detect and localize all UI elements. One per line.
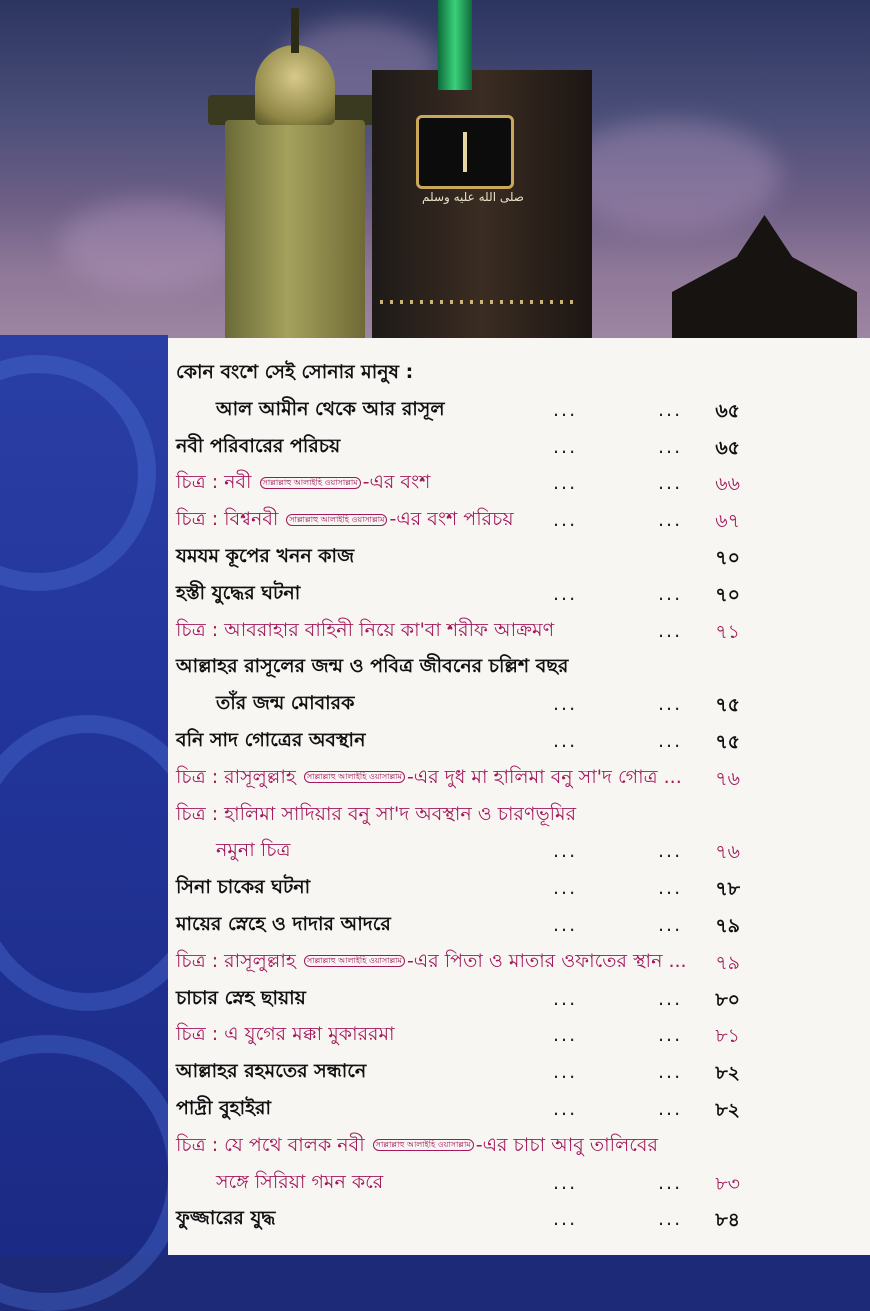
toc-title-text: আল আমীন থেকে আর রাসূল [216, 397, 445, 420]
pbuh-calligraphy-icon: সাল্লাল্লাহু আলাইহি ওয়াসাল্লাম [304, 955, 405, 967]
toc-title-suffix: -এর চাচা আবু তালিবের [475, 1133, 658, 1156]
page-number: ৭৬ [715, 767, 740, 790]
leader-dots: ... [658, 877, 683, 900]
header-photo [0, 0, 870, 340]
leader-dots: ... [658, 730, 683, 752]
leader-dots: ... [658, 582, 683, 605]
page-number: ৮০ [715, 988, 740, 1011]
pbuh-calligraphy-icon: সাল্লাল্লাহু আলাইহি ওয়াসাল্লাম [260, 477, 361, 489]
page-number: ৬৫ [715, 436, 740, 459]
toc-row [168, 683, 870, 719]
leader-dots: ... [553, 582, 578, 605]
toc-title-text: সঙ্গে সিরিয়া গমন করে [216, 1170, 384, 1193]
toc-title [216, 1168, 383, 1200]
leader-dots: ... [658, 509, 683, 532]
toc-title-text: হস্তী যুদ্ধের ঘটনা [176, 581, 301, 604]
toc-title-text: চিত্র : হালিমা সাদিয়ার বনু সা'দ অবস্থান ও চারণভূমির [176, 802, 577, 825]
toc-row [168, 720, 870, 756]
page-number: ৭১ [715, 620, 740, 643]
leader-dots: ... [553, 1208, 578, 1231]
toc-title [176, 1204, 275, 1236]
toc-title [176, 579, 300, 611]
pagoda-roof [672, 215, 857, 340]
toc-title-text: চিত্র : এ যুগের মক্কা মুকাররমা [176, 1023, 395, 1046]
leader-dots: ... [553, 1171, 578, 1194]
toc-row [168, 462, 870, 498]
leader-dots: ... [553, 472, 578, 495]
toc-row [168, 610, 870, 646]
toc-row [168, 536, 870, 572]
toc-row [168, 1162, 870, 1198]
toc-title-text: আল্লাহর রহমতের সন্ধানে [176, 1060, 367, 1083]
toc-row [168, 941, 870, 977]
leader-dots: ... [553, 398, 578, 421]
toc-title-text: সিনা চাকের ঘটনা [176, 876, 311, 899]
toc-title [176, 432, 340, 464]
decorative-strip [0, 335, 168, 1255]
page-number: ৮২ [715, 1099, 740, 1121]
page-number: ৭০ [715, 547, 740, 569]
leader-dots: ... [553, 1024, 578, 1047]
page-number: ৭৬ [715, 841, 740, 864]
toc-title-prefix: চিত্র : বিশ্বনবী [176, 508, 285, 531]
toc-row [168, 1125, 870, 1161]
toc-row [168, 352, 870, 388]
page-number: ৬৬ [715, 473, 740, 496]
toc-title [176, 1057, 366, 1089]
toc-row [168, 867, 870, 903]
minaret-spire [291, 8, 299, 53]
toc-title [176, 505, 514, 537]
toc-title-text: তাঁর জন্ম মোবারক [216, 692, 355, 715]
tower-spire [438, 0, 472, 90]
toc-title-text: বনি সাদ গোত্রের অবস্থান [176, 729, 366, 751]
toc-title [176, 763, 682, 795]
leader-dots: ... [553, 877, 578, 900]
leader-dots: ... [658, 619, 683, 642]
page-number: ৮৩ [715, 1172, 740, 1195]
toc-title-text: চাচার স্নেহ ছায়ায় [176, 986, 306, 1009]
leader-dots: ... [658, 1208, 683, 1231]
leader-dots: ... [658, 398, 683, 421]
toc-row [168, 1014, 870, 1050]
toc-title-text: ফুজ্জারের যুদ্ধ [176, 1207, 276, 1230]
leader-dots: ... [658, 1098, 683, 1120]
toc-title-text: আল্লাহর রাসূলের জন্ম ও পবিত্র জীবনের চল্লিশ বছর [176, 655, 569, 678]
leader-dots: ... [553, 730, 578, 752]
toc-title-prefix: চিত্র : রাসূলুল্লাহ [176, 765, 302, 788]
page-number: ৭০ [715, 583, 740, 606]
leader-dots: ... [553, 987, 578, 1010]
toc-title [176, 947, 687, 979]
page-number: ৮২ [715, 1062, 740, 1085]
toc-title [176, 652, 568, 684]
page-number: ৭৫ [715, 694, 740, 717]
toc-row [168, 573, 870, 609]
leader-dots: ... [553, 509, 578, 532]
toc-title-suffix: -এর দুধ মা হালিমা বনু সা'দ গোত্র ... [406, 765, 682, 788]
tower-script: صلى الله عليه وسلم [422, 190, 524, 204]
leader-dots: ... [658, 987, 683, 1010]
page-number: ৮৪ [715, 1209, 740, 1232]
toc-title-prefix: চিত্র : নবী [176, 471, 258, 494]
toc-title [176, 910, 391, 942]
toc-row [168, 389, 870, 425]
tower-lights [380, 300, 580, 304]
leader-dots: ... [658, 914, 683, 936]
toc-row [168, 794, 870, 830]
page-number: ৬৭ [715, 510, 740, 533]
leader-dots: ... [553, 840, 578, 863]
toc-title [176, 616, 554, 648]
minaret [225, 120, 365, 340]
page-number: ৭৮ [715, 878, 740, 901]
leader-dots: ... [553, 693, 578, 716]
toc-title [176, 1094, 271, 1126]
leader-dots: ... [658, 1024, 683, 1047]
page-number: ৭৫ [715, 731, 740, 753]
toc-title [176, 542, 354, 574]
toc-title-suffix: -এর বংশ পরিচয় [389, 508, 514, 531]
clock-face [416, 115, 514, 189]
toc-title [216, 836, 290, 868]
toc-title-prefix: চিত্র : যে পথে বালক নবী [176, 1133, 371, 1156]
toc-row [168, 830, 870, 866]
page-number: ৭৯ [715, 915, 740, 937]
toc-title [216, 395, 445, 427]
toc-row [168, 499, 870, 535]
pbuh-calligraphy-icon: সাল্লাল্লাহু আলাইহি ওয়াসাল্লাম [286, 514, 387, 526]
leader-dots: ... [553, 1061, 578, 1084]
toc-title-text: পাদ্রী বুহাইরা [176, 1097, 271, 1119]
toc-title [176, 873, 310, 905]
leader-dots: ... [658, 435, 683, 458]
toc-title-text: নমুনা চিত্র [216, 839, 291, 862]
toc-panel [168, 338, 870, 1255]
leader-dots: ... [658, 1061, 683, 1084]
toc-row [168, 1088, 870, 1124]
leader-dots: ... [658, 1171, 683, 1194]
toc-title [176, 726, 365, 758]
toc-title-suffix: -এর পিতা ও মাতার ওফাতের স্থান ... [406, 949, 687, 972]
leader-dots: ... [553, 1098, 578, 1120]
toc-row [168, 978, 870, 1014]
toc-row [168, 757, 870, 793]
pbuh-calligraphy-icon: সাল্লাল্লাহু আলাইহি ওয়াসাল্লাম [304, 771, 405, 783]
leader-dots: ... [553, 914, 578, 936]
toc-row [168, 904, 870, 940]
page-number: ৬৫ [715, 399, 740, 422]
leader-dots: ... [658, 693, 683, 716]
toc-row [168, 1051, 870, 1087]
toc-title [176, 358, 413, 390]
toc-title-text: মায়ের স্নেহে ও দাদার আদরে [176, 913, 391, 935]
toc-title [176, 800, 576, 832]
page-number: ৭৯ [715, 951, 740, 974]
pbuh-calligraphy-icon: সাল্লাল্লাহু আলাইহি ওয়াসাল্লাম [373, 1139, 474, 1151]
toc-title-text: কোন বংশে সেই সোনার মানুষ : [176, 361, 414, 383]
leader-dots: ... [658, 840, 683, 863]
toc-title [176, 468, 430, 500]
toc-title-prefix: চিত্র : রাসূলুল্লাহ [176, 949, 302, 972]
toc-title-text: চিত্র : আবরাহার বাহিনী নিয়ে কা'বা শরীফ আক্রমণ [176, 618, 555, 641]
minaret-dome [255, 45, 335, 125]
toc-row [168, 646, 870, 682]
toc-title-text: যমযম কূপের খনন কাজ [176, 545, 355, 567]
page-number: ৮১ [715, 1025, 740, 1048]
leader-dots: ... [553, 435, 578, 458]
toc-title [176, 984, 306, 1016]
toc-title [176, 1020, 395, 1052]
toc-row [168, 426, 870, 462]
toc-title [216, 689, 354, 721]
toc-title-suffix: -এর বংশ [362, 471, 431, 494]
toc-title [176, 1131, 658, 1163]
toc-row [168, 1198, 870, 1234]
toc-title-text: নবী পরিবারের পরিচয় [176, 434, 341, 457]
leader-dots: ... [658, 472, 683, 495]
